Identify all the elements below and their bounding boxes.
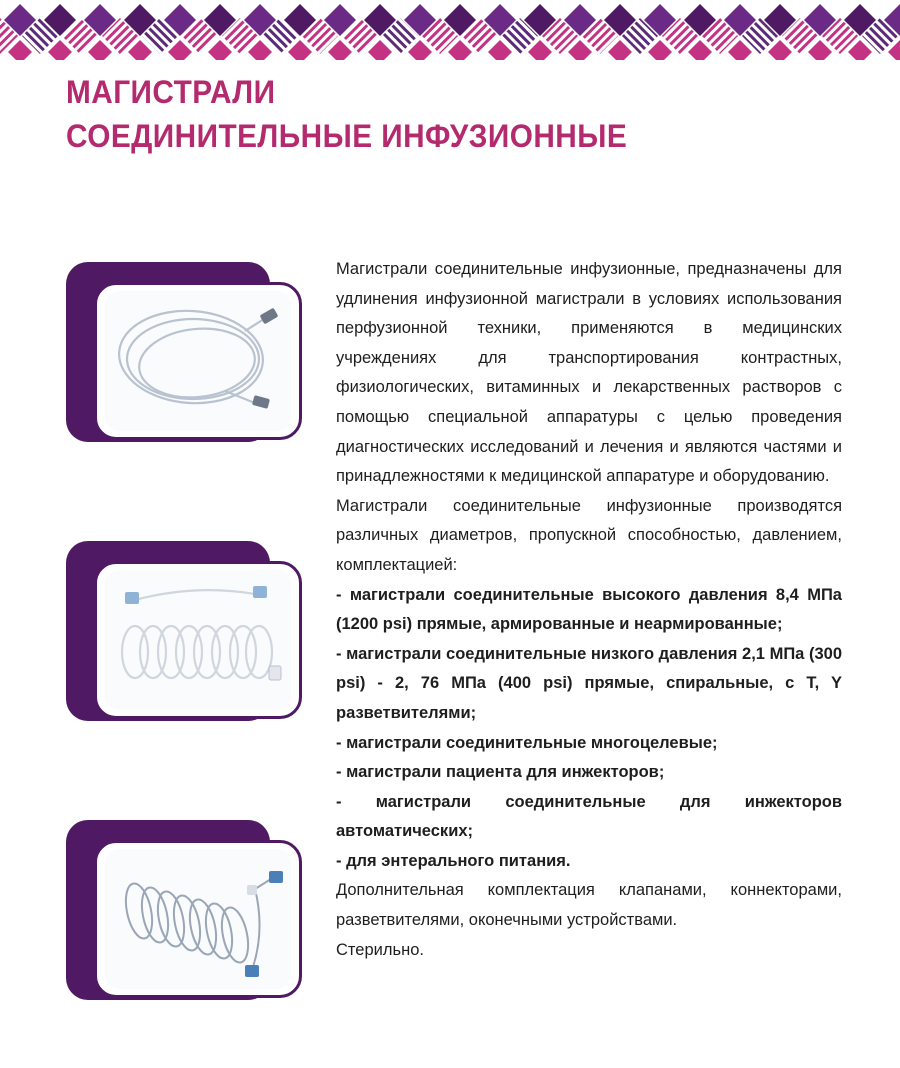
list-item: - магистрали пациента для инжекторов; [336, 763, 665, 782]
intro-paragraph: Магистрали соединительные инфузионные, предназначены для удлинения инфузионной магистрали в условиях использования перфузионной техники, применяются в медицинских учреждениях для транспортирования контрастных, физиологических, витаминных и лекарственных растворов с помощью специальной аппаратуры с целью проведения диагностических исследований и лечения и являются частями и принадлежностями к медицинской аппаратуре и оборудованию. [336, 260, 842, 486]
product-card-1 [66, 262, 300, 442]
title-line-2: СОЕДИНИТЕЛЬНЫЕ ИНФУЗИОННЫЕ [66, 118, 628, 154]
title-line-1: МАГИСТРАЛИ [66, 74, 276, 110]
list-item: - магистрали соединительные многоцелевые; [336, 733, 718, 752]
list-item: - магистрали соединительные для инжекторов автоматических; [336, 792, 842, 841]
decorative-banner [0, 0, 900, 60]
product-card-2 [66, 541, 300, 721]
extras-paragraph: Дополнительная комплектация клапанами, коннекторами, разветвителями, оконечными устройствами. [336, 881, 842, 930]
list-item: - для энтерального питания. [336, 851, 571, 870]
sterile-note: Стерильно. [336, 940, 424, 959]
product-card-3 [66, 820, 300, 1000]
card-front-frame [94, 561, 302, 719]
straight-tube-line-image [105, 291, 291, 431]
spiral-tube-y-connector-image [105, 849, 291, 989]
list-item: - магистрали соединительные низкого давления 2,1 МПа (300 psi) - 2, 76 МПа (400 psi) прямые, спиральные, с T, Y разветвителями; [336, 644, 842, 722]
card-front-frame [94, 282, 302, 440]
spiral-tube-line-image [105, 570, 291, 710]
description-text [336, 255, 842, 965]
variants-paragraph: Магистрали соединительные инфузионные производятся различных диаметров, пропускной способностью, давлением, комплектацией: [336, 496, 842, 574]
card-front-frame [94, 840, 302, 998]
page-title [66, 70, 669, 158]
list-item: - магистрали соединительные высокого давления 8,4 МПа (1200 psi) прямые, армированные и неармированные; [336, 585, 842, 634]
